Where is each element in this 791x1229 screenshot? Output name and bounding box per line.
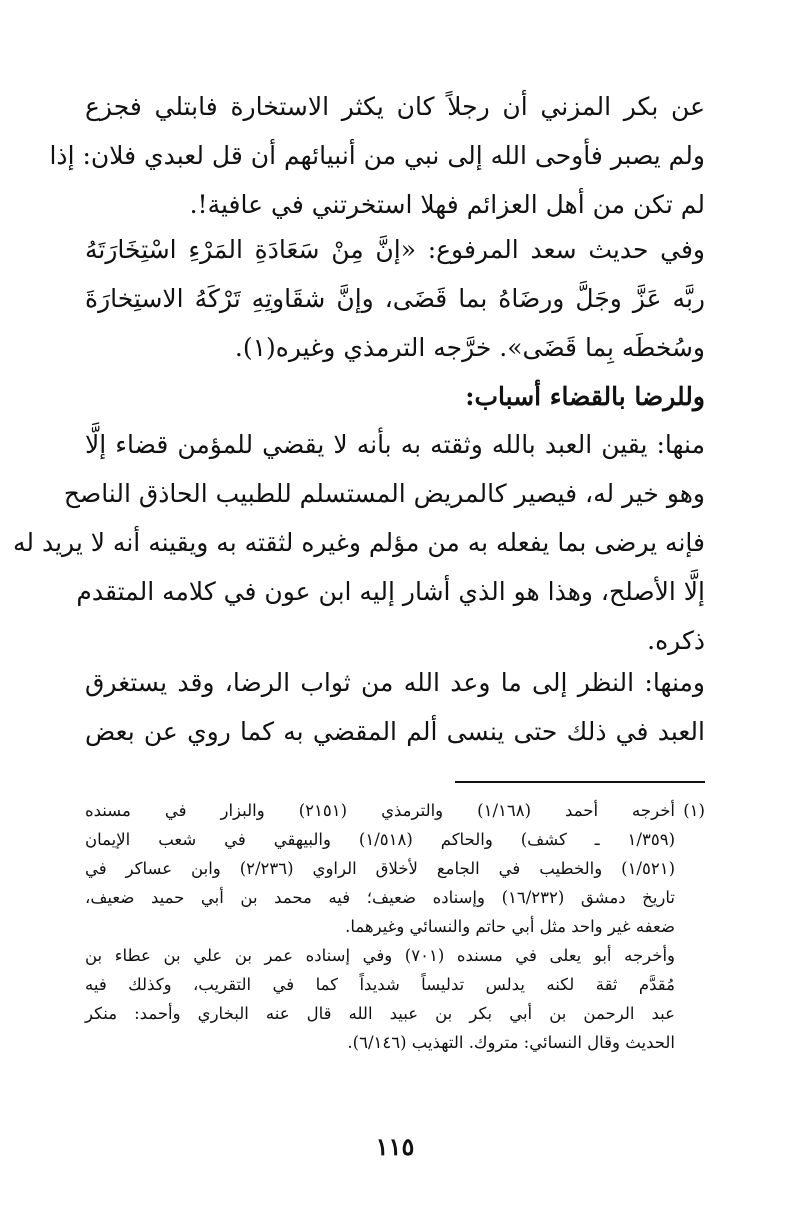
text-line: إلَّا الأصلح، وهذا هو الذي أشار إليه ابن عون في كلامه المتقدم	[76, 577, 705, 606]
paragraph-4	[85, 658, 705, 756]
text-line: وسُخطَه بِما قَضَى». خرَّجه الترمذي وغيره(١).	[234, 333, 705, 362]
text-line: العبد في ذلك حتى ينسى ألم المقضي به كما روي عن بعض	[85, 717, 705, 746]
paragraph-2	[85, 225, 705, 372]
paragraph-3	[12, 420, 705, 665]
footnotes	[85, 796, 705, 1057]
section-heading: وللرضا بالقضاء أسباب:	[465, 382, 705, 411]
footnote-line: مُقدَّم ثقة لكنه يدلس تدليساً شديداً كما في التقريب، وكذلك فيه	[85, 975, 675, 994]
text-line: عن بكر المزني أن رجلاً كان يكثر الاستخارة فابتلي فجزع	[85, 92, 705, 121]
page-number: ١١٥	[375, 1132, 415, 1161]
paragraph-1	[49, 82, 705, 229]
footnote-line: تاريخ دمشق (١٦/٢٣٢) وإسناده ضعيف؛ فيه محمد بن أبي حميد ضعيف،	[85, 888, 675, 907]
footnote-line: (١/٥٢١) والخطيب في الجامع لأخلاق الراوي (٢/٢٣٦) وابن عساكر في	[85, 859, 676, 878]
footnote-text: أخرجه أحمد (١/١٦٨) والترمذي (٢١٥١) والبزار في مسنده	[85, 801, 675, 820]
text-line: فإنه يرضى بما يفعله به من مؤلم وغيره لثقته به ويقينه أنه لا يريد له	[12, 528, 705, 557]
footnote-separator	[455, 781, 705, 783]
text-line: ولم يصبر فأوحى الله إلى نبي من أنبيائهم أن قل لعبدي فلان: إذا	[49, 141, 705, 170]
footnote-line: ضعفه غير واحد مثل أبي حاتم والنسائي وغيرهما.	[345, 917, 675, 936]
footnote-number: (١)	[683, 801, 705, 820]
footnote-line: عبد الرحمن بن أبي بكر بن عبيد الله قال عنه البخاري وأحمد: منكر	[85, 1004, 675, 1023]
footnote-line: وأخرجه أبو يعلى في مسنده (٧٠١) وفي إسناده عمر بن علي بن عطاء بن	[85, 946, 675, 965]
text-line: ومنها: النظر إلى ما وعد الله من ثواب الرضا، وقد يستغرق	[85, 668, 705, 697]
text-line: ذكره.	[647, 626, 705, 655]
text-line: لم تكن من أهل العزائم فهلا استخرتني في عافية!.	[189, 190, 705, 219]
text-line: وهو خير له، فيصير كالمريض المستسلم للطبيب الحاذق الناصح	[63, 479, 705, 508]
footnote-line	[85, 796, 705, 825]
text-line: ربَّه عَزَّ وجَلَّ ورضَاهُ بما قَضَى، وإنَّ شقَاوتِهِ تَرْكَهُ الاستِخارَةَ	[85, 284, 705, 313]
footnote-line: (١/٣٥٩ ـ كشف) والحاكم (١/٥١٨) والبيهقي في شعب الإيمان	[85, 830, 675, 849]
footnote-line: الحديث وقال النسائي: متروك. التهذيب (٦/١٤٦).	[347, 1033, 675, 1052]
text-line: منها: يقين العبد بالله وثقته به بأنه لا يقضي للمؤمن قضاء إلَّا	[85, 430, 705, 459]
text-line: وفي حديث سعد المرفوع: «إنَّ مِنْ سَعَادَةِ المَرْءِ اسْتِخَارَتَهُ	[85, 235, 705, 264]
